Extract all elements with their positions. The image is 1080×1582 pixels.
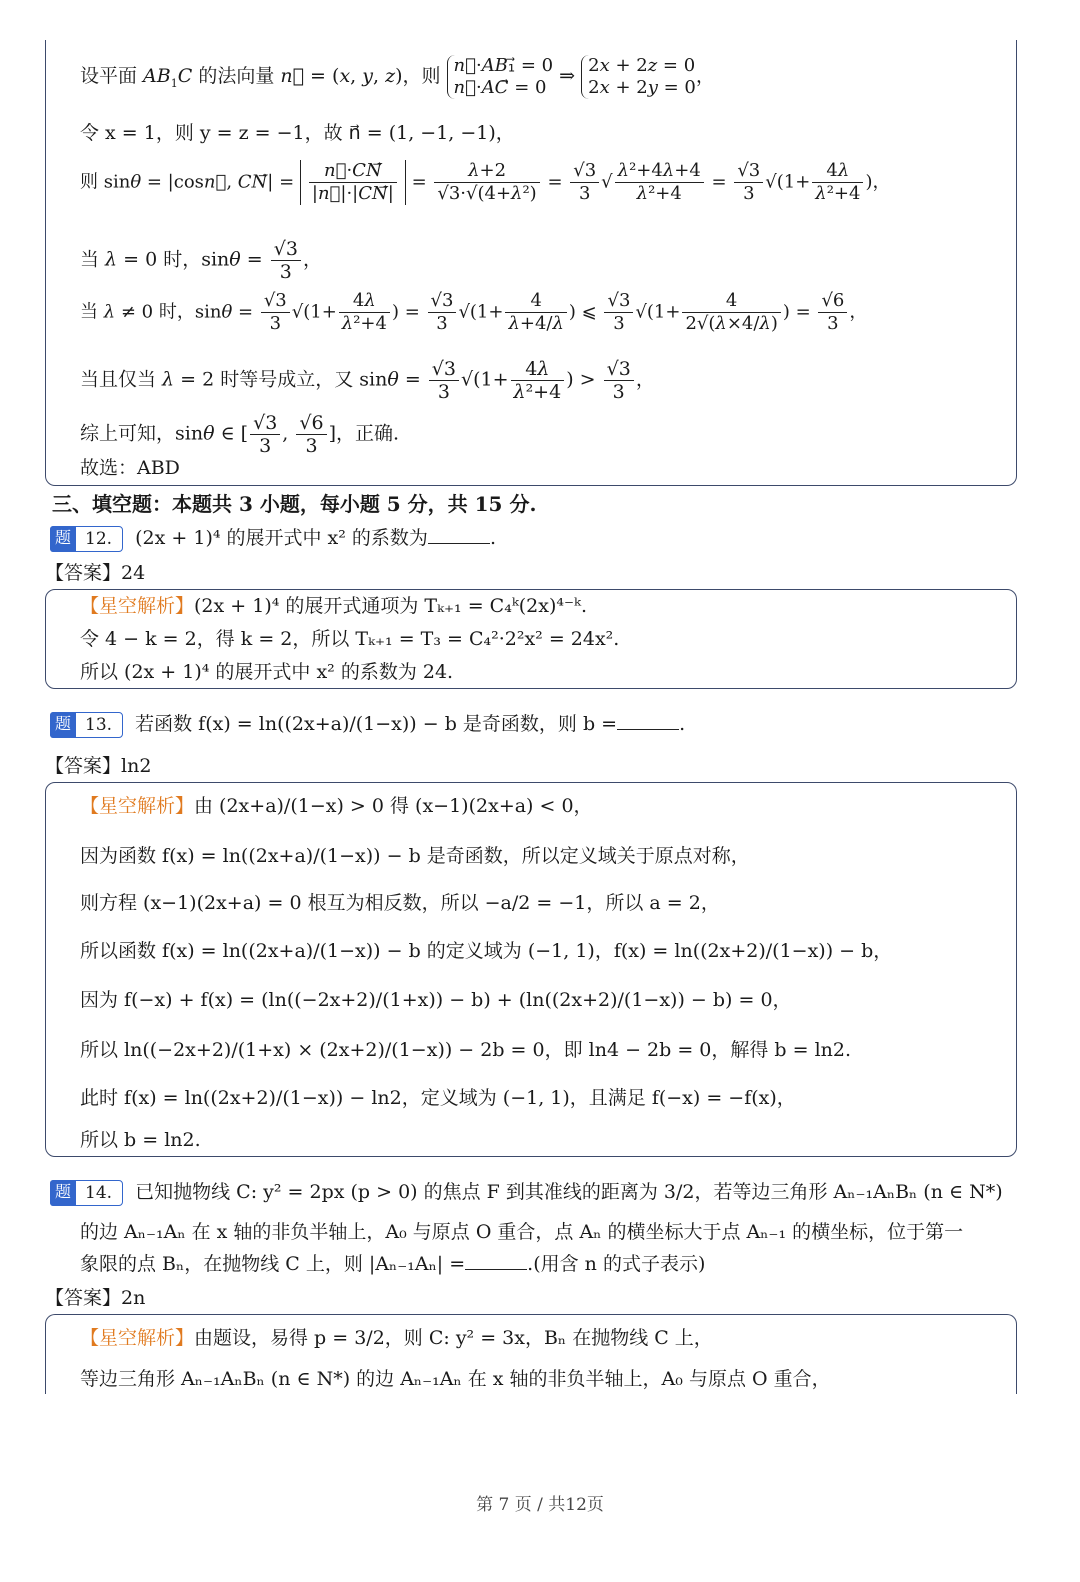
q11-line-3: 则 sinθ = |cosn⃗, CN⃗| = $\frac{n⃗\cdot CN}{|n⃗|\cdot|CN⃗|}$ = $\frac{\lambda+2}{\text{√3·√(4+λ²)}}$ = $\frac{√3}{3}$ √ $\frac{\text{λ²+4λ+4}}{\text{λ²+4}}$ = $\frac{√3}{3}$ √(1+ $\frac{4\lambda}{\text{λ²+4}}$ )， [80, 160, 891, 204]
q13-blank [617, 711, 679, 730]
q12-badge: 题 12. [50, 526, 123, 552]
q12-answer: 【答案】24 [45, 562, 146, 584]
q11-line-5: 当 λ ≠ 0 时，sinθ = $\frac{√3}{3}$ √(1+ $\frac{4\lambda}{\text{λ²+4}}$ ) = $\frac{√3}{3}$ √(1+ $\frac{4}{\lambda+4/\lambda}$ ) ⩽ $\frac{√3}{3}$ √(1+ $\frac{4}{2√(\lambda\times 4/\lambda)}$ ) = $\frac{√6}{3}$ ， [80, 290, 868, 334]
q13-analysis-line-1: 【星空解析】由 (2x+a)/(1−x) > 0 得 (x−1)(2x+a) < 0， [80, 795, 593, 817]
q11-line-7: 综上可知，sinθ ∈ [ $\frac{√3}{3}$ , $\frac{√6}{3}$ ]，正确. [80, 412, 400, 457]
q14-blank [465, 1251, 527, 1270]
q13-analysis-line-4: 所以函数 f(x) = ln((2x+a)/(1−x)) − b 的定义域为 (−1, 1)，f(x) = ln((2x+2)/(1−x)) − b， [80, 940, 893, 962]
q14-stem-line-3: 象限的点 Bₙ，在抛物线 C 上，则 |Aₙ₋₁Aₙ| = .(用含 n 的式子表示) [80, 1253, 706, 1275]
q13-stem: 题 13. 若函数 f(x) = ln((2x+a)/(1−x)) − b 是奇函数，则 b = . [50, 711, 685, 738]
q14-analysis-line-2: 等边三角形 Aₙ₋₁AₙBₙ (n ∈ N*) 的边 Aₙ₋₁Aₙ 在 x 轴的非负半轴上，A₀ 与原点 O 重合， [80, 1368, 831, 1390]
q13-analysis-line-8: 所以 b = ln2. [80, 1129, 201, 1151]
q12-text: (2x + 1)⁴ 的展开式中 x² 的系数为 [135, 527, 428, 549]
q12-analysis-line-1: 【星空解析】(2x + 1)⁴ 的展开式通项为 Tₖ₊₁ = C₄ᵏ(2x)⁴⁻ᵏ. [80, 595, 588, 617]
q11-line-4: 当 λ = 0 时，sinθ = $\frac{√3}{3}$ ， [80, 238, 322, 283]
q14-badge: 题 14. [50, 1180, 123, 1206]
q11-line-1: 设平面 $AB_1C$ 的法向量 n⃗ = (x, y, z)，则 n⃗·AB₁⃗ = 0 n⃗·AC⃗ = 0 ⇒ 2x + 2z = 0 2x + 2y = 0 ， [80, 55, 715, 98]
q11-answer-choice: 故选：ABD [80, 457, 180, 479]
q13-analysis-line-2: 因为函数 f(x) = ln((2x+a)/(1−x)) − b 是奇函数，所以定义域关于原点对称， [80, 845, 750, 867]
q13-badge: 题 13. [50, 712, 123, 738]
q13-analysis-line-7: 此时 f(x) = ln((2x+2)/(1−x)) − ln2，定义域为 (−1, 1)，且满足 f(−x) = −f(x)， [80, 1087, 796, 1109]
section-3-title: 三、填空题：本题共 3 小题，每小题 5 分，共 15 分. [52, 492, 537, 516]
q12-analysis-line-2: 令 4 − k = 2，得 k = 2，所以 Tₖ₊₁ = T₃ = C₄²·2²x² = 24x². [80, 628, 620, 650]
q12-blank [428, 525, 490, 544]
q13-analysis-line-3: 则方程 (x−1)(2x+a) = 0 根互为相反数，所以 −a/2 = −1，所以 a = 2， [80, 892, 720, 914]
q13-answer: 【答案】ln2 [45, 755, 152, 777]
q14-analysis-line-1: 【星空解析】由题设，易得 p = 3/2，则 C: y² = 3x，Bₙ 在抛物线 C 上， [80, 1327, 713, 1349]
q14-answer: 【答案】2n [45, 1287, 146, 1309]
page-number: 第 7 页 / 共12页 [476, 1495, 604, 1515]
q14-stem-line-1: 题 14. 已知抛物线 C: y² = 2px (p > 0) 的焦点 F 到其准线的距离为 3/2，若等边三角形 Aₙ₋₁AₙBₙ (n ∈ N*) [50, 1179, 1003, 1206]
q11-line-6: 当且仅当 λ = 2 时等号成立，又 sinθ = $\frac{√3}{3}$ √(1+ $\frac{4\lambda}{\text{λ²+4}}$ ) > $\frac{√3}{3}$ ， [80, 358, 655, 403]
q13-analysis-line-5: 因为 f(−x) + f(x) = (ln((−2x+2)/(1+x)) − b) + (ln((2x+2)/(1−x)) − b) = 0， [80, 989, 792, 1011]
q14-stem-line-2: 的边 Aₙ₋₁Aₙ 在 x 轴的非负半轴上，A₀ 与原点 O 重合，点 Aₙ 的横坐标大于点 Aₙ₋₁ 的横坐标，位于第一 [80, 1221, 964, 1243]
q13-analysis-line-6: 所以 ln((−2x+2)/(1+x) × (2x+2)/(1−x)) − 2b = 0，即 ln4 − 2b = 0，解得 b = ln2. [80, 1039, 852, 1061]
q12-analysis-line-3: 所以 (2x + 1)⁴ 的展开式中 x² 的系数为 24. [80, 661, 454, 683]
q11-line-2: 令 x = 1，则 y = z = −1，故 n⃗ = (1, −1, −1)， [80, 122, 515, 144]
q12-stem: 题 12. (2x + 1)⁴ 的展开式中 x² 的系数为 . [50, 525, 496, 552]
q13-text: 若函数 f(x) = ln((2x+a)/(1−x)) − b 是奇函数，则 b = [135, 713, 618, 735]
